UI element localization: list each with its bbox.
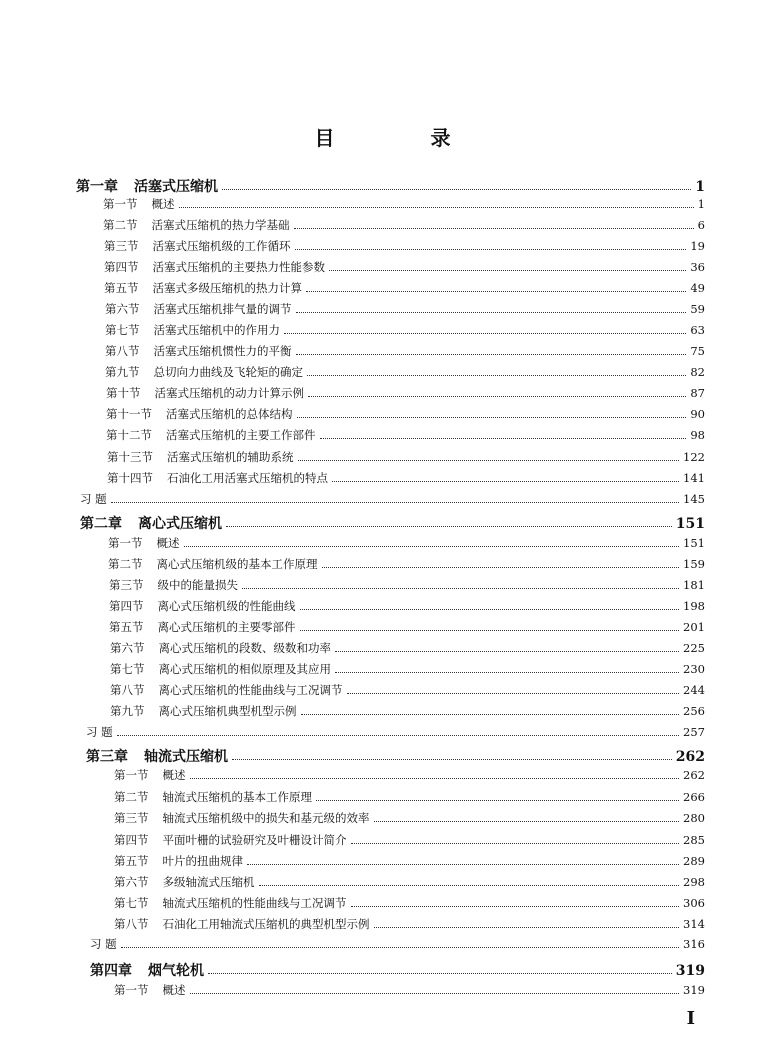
toc-entry-title: 离心式压缩机的主要零部件 xyxy=(157,620,296,634)
dot-leader xyxy=(294,228,694,229)
toc-entry-page: 145 xyxy=(683,492,705,506)
toc-entry-page: 314 xyxy=(683,917,705,931)
toc-entry-label: 第一节 xyxy=(108,536,143,550)
toc-entry-page: 1 xyxy=(695,179,705,195)
toc-entry-page: 298 xyxy=(683,875,705,889)
toc-section-row[interactable] xyxy=(114,767,705,783)
toc-exercise-row[interactable] xyxy=(90,936,705,952)
toc-entry-page: 319 xyxy=(675,963,705,979)
toc-entry-title: 级中的能量损失 xyxy=(157,578,238,592)
toc-entry-page: 159 xyxy=(683,557,705,571)
toc-section-row[interactable] xyxy=(106,427,705,443)
toc-entry-label: 习 题 xyxy=(90,937,117,951)
toc-entry-title: 活塞式压缩机的动力计算示例 xyxy=(154,386,304,400)
toc-entry-page: 256 xyxy=(683,704,705,718)
toc-entry-title: 轴流式压缩机的基本工作原理 xyxy=(162,790,312,804)
page-title: 目 录 xyxy=(314,126,489,150)
dot-leader xyxy=(308,396,686,397)
toc-section-row[interactable] xyxy=(104,280,705,296)
toc-chapter-row[interactable] xyxy=(86,746,705,766)
toc-entry-label: 第四节 xyxy=(114,833,149,847)
toc-entry-title: 多级轴流式压缩机 xyxy=(162,875,255,889)
toc-entry-title: 概述 xyxy=(162,983,186,997)
dot-leader xyxy=(298,460,680,461)
dot-leader xyxy=(316,800,679,801)
toc-entry-label: 第七节 xyxy=(114,896,149,910)
toc-entry-label: 第十三节 xyxy=(107,450,153,464)
toc-section-row[interactable] xyxy=(114,789,705,805)
toc-entry-title: 活塞式多级压缩机的热力计算 xyxy=(152,281,302,295)
toc-entry-page: 90 xyxy=(690,407,705,421)
toc-entry-label: 习 题 xyxy=(86,725,113,739)
toc-entry-title: 活塞式压缩机的热力学基础 xyxy=(151,218,290,232)
toc-section-row[interactable] xyxy=(114,874,705,890)
toc-entry-label: 第三节 xyxy=(114,811,149,825)
dot-leader xyxy=(296,312,687,313)
toc-entry-page: 285 xyxy=(683,833,705,847)
toc-entry-title: 活塞式压缩机排气量的调节 xyxy=(153,302,292,316)
toc-entry-title: 离心式压缩机级的性能曲线 xyxy=(157,599,296,613)
toc-section-row[interactable] xyxy=(108,535,705,551)
toc-entry-label: 第五节 xyxy=(114,854,149,868)
toc-entry-page: 6 xyxy=(697,218,705,232)
dot-leader xyxy=(111,502,679,503)
toc-entry-title: 叶片的扭曲规律 xyxy=(162,854,243,868)
toc-chapter-row[interactable] xyxy=(76,176,705,196)
toc-entry-label: 第五节 xyxy=(104,281,139,295)
dot-leader xyxy=(117,735,679,736)
dot-leader xyxy=(297,417,687,418)
toc-entry-title: 概述 xyxy=(156,536,180,550)
page-number: I xyxy=(686,1008,695,1029)
toc-chapter-row[interactable] xyxy=(80,513,705,533)
dot-leader xyxy=(329,270,686,271)
dot-leader xyxy=(259,885,680,886)
dot-leader xyxy=(300,630,680,631)
toc-entry-page: 262 xyxy=(683,768,705,782)
toc-section-row[interactable] xyxy=(106,406,705,422)
toc-entry-label: 第四章 xyxy=(90,963,132,979)
toc-entry-title: 活塞式压缩机惯性力的平衡 xyxy=(153,344,292,358)
toc-chapter-row[interactable] xyxy=(90,960,705,980)
toc-section-row[interactable] xyxy=(109,598,705,614)
toc-entry-title: 轴流式压缩机的性能曲线与工况调节 xyxy=(162,896,347,910)
toc-entry-title: 活塞式压缩机的总体结构 xyxy=(166,407,293,421)
toc-entry-title: 离心式压缩机级的基本工作原理 xyxy=(156,557,318,571)
toc-entry-title: 离心式压缩机 xyxy=(138,516,222,532)
toc-entry-label: 第十一节 xyxy=(106,407,152,421)
toc-section-row[interactable] xyxy=(110,640,705,656)
toc-entry-label: 第五节 xyxy=(109,620,144,634)
toc-entry-page: 262 xyxy=(675,749,705,765)
toc-entry-label: 第三章 xyxy=(86,749,128,765)
dot-leader xyxy=(332,481,679,482)
dot-leader xyxy=(301,714,680,715)
toc-section-row[interactable] xyxy=(114,895,705,911)
dot-leader xyxy=(184,546,680,547)
toc-entry-title: 概述 xyxy=(162,768,186,782)
toc-entry-page: 98 xyxy=(690,428,705,442)
toc-entry-page: 198 xyxy=(683,599,705,613)
toc-entry-title: 活塞式压缩机中的作用力 xyxy=(153,323,280,337)
toc-entry-label: 第八节 xyxy=(114,917,149,931)
toc-entry-page: 151 xyxy=(683,536,705,550)
toc-entry-title: 石油化工用轴流式压缩机的典型机型示例 xyxy=(162,917,370,931)
toc-section-row[interactable] xyxy=(104,238,705,254)
toc-section-row[interactable] xyxy=(105,322,705,338)
toc-entry-page: 87 xyxy=(690,386,705,400)
toc-section-row[interactable] xyxy=(114,810,705,826)
toc-entry-title: 活塞式压缩机的主要热力性能参数 xyxy=(152,260,325,274)
toc-section-row[interactable] xyxy=(110,661,705,677)
toc-entry-title: 总切向力曲线及飞轮矩的确定 xyxy=(153,365,303,379)
toc-entry-title: 活塞式压缩机的主要工作部件 xyxy=(166,428,316,442)
toc-section-row[interactable] xyxy=(107,470,705,486)
toc-entry-page: 75 xyxy=(690,344,705,358)
toc-entry-title: 离心式压缩机的相似原理及其应用 xyxy=(158,662,331,676)
toc-entry-page: 230 xyxy=(683,662,705,676)
toc-entry-label: 第四节 xyxy=(109,599,144,613)
toc-entry-label: 第六节 xyxy=(114,875,149,889)
toc-section-row[interactable] xyxy=(109,619,705,635)
dot-leader xyxy=(347,693,680,694)
toc-section-row[interactable] xyxy=(105,343,705,359)
dot-leader xyxy=(335,672,679,673)
toc-entry-label: 第七节 xyxy=(105,323,140,337)
toc-entry-page: 1 xyxy=(697,197,705,211)
toc-entry-title: 离心式压缩机的性能曲线与工况调节 xyxy=(158,683,343,697)
toc-entry-page: 19 xyxy=(690,239,705,253)
toc-entry-label: 第八节 xyxy=(110,683,145,697)
toc-section-row[interactable] xyxy=(110,703,705,719)
toc-entry-label: 第九节 xyxy=(105,365,140,379)
toc-entry-title: 概述 xyxy=(151,197,175,211)
toc-entry-label: 第一节 xyxy=(103,197,138,211)
dot-leader xyxy=(247,864,679,865)
toc-entry-page: 181 xyxy=(683,578,705,592)
toc-entry-label: 第十节 xyxy=(106,386,141,400)
toc-entry-page: 289 xyxy=(683,854,705,868)
toc-entry-label: 第二节 xyxy=(108,557,143,571)
toc-entry-page: 266 xyxy=(683,790,705,804)
toc-exercise-row[interactable] xyxy=(86,724,705,740)
dot-leader xyxy=(307,375,686,376)
toc-section-row[interactable] xyxy=(114,982,705,998)
toc-entry-page: 280 xyxy=(683,811,705,825)
dot-leader xyxy=(300,609,680,610)
toc-section-row[interactable] xyxy=(104,259,705,275)
toc-entry-title: 轴流式压缩机级中的损失和基元级的效率 xyxy=(162,811,370,825)
dot-leader xyxy=(351,843,680,844)
toc-section-row[interactable] xyxy=(114,832,705,848)
toc-section-row[interactable] xyxy=(109,577,705,593)
toc-entry-title: 烟气轮机 xyxy=(148,963,204,979)
toc-entry-label: 习 题 xyxy=(80,492,107,506)
toc-entry-title: 平面叶栅的试验研究及叶栅设计简介 xyxy=(162,833,347,847)
toc-section-row[interactable] xyxy=(105,301,705,317)
toc-section-row[interactable] xyxy=(103,217,705,233)
dot-leader xyxy=(335,651,679,652)
toc-entry-label: 第九节 xyxy=(110,704,145,718)
toc-entry-label: 第一节 xyxy=(114,983,149,997)
dot-leader xyxy=(242,588,679,589)
toc-entry-page: 244 xyxy=(683,683,705,697)
dot-leader xyxy=(190,778,680,779)
toc-entry-label: 第十二节 xyxy=(106,428,152,442)
toc-entry-label: 第七节 xyxy=(110,662,145,676)
toc-entry-page: 316 xyxy=(683,937,705,951)
toc-entry-title: 石油化工用活塞式压缩机的特点 xyxy=(167,471,328,485)
dot-leader xyxy=(320,438,687,439)
toc-entry-page: 63 xyxy=(690,323,705,337)
toc-entry-label: 第六节 xyxy=(110,641,145,655)
toc-section-row[interactable] xyxy=(107,449,705,465)
toc-entry-page: 151 xyxy=(675,516,705,532)
toc-entry-title: 离心式压缩机典型机型示例 xyxy=(158,704,297,718)
toc-entry-label: 第三节 xyxy=(104,239,139,253)
toc-entry-page: 82 xyxy=(690,365,705,379)
toc-entry-page: 49 xyxy=(690,281,705,295)
toc-entry-label: 第一章 xyxy=(76,179,118,195)
toc-section-row[interactable] xyxy=(114,916,705,932)
toc-section-row[interactable] xyxy=(108,556,705,572)
toc-exercise-row[interactable] xyxy=(80,491,705,507)
toc-entry-label: 第十四节 xyxy=(107,471,153,485)
toc-section-row[interactable] xyxy=(114,853,705,869)
dot-leader xyxy=(232,759,672,760)
dot-leader xyxy=(190,993,680,994)
toc-entry-page: 319 xyxy=(683,983,705,997)
dot-leader xyxy=(208,973,672,974)
toc-entry-page: 141 xyxy=(683,471,705,485)
dot-leader xyxy=(296,354,687,355)
dot-leader xyxy=(222,189,691,190)
dot-leader xyxy=(121,947,679,948)
toc-entry-label: 第六节 xyxy=(105,302,140,316)
toc-entry-page: 201 xyxy=(683,620,705,634)
toc-entry-page: 225 xyxy=(683,641,705,655)
toc-entry-label: 第三节 xyxy=(109,578,144,592)
toc-entry-label: 第一节 xyxy=(114,768,149,782)
toc-entry-label: 第二章 xyxy=(80,516,122,532)
dot-leader xyxy=(322,567,680,568)
toc-entry-page: 59 xyxy=(690,302,705,316)
dot-leader xyxy=(295,249,687,250)
toc-entry-page: 257 xyxy=(683,725,705,739)
toc-entry-label: 第八节 xyxy=(105,344,140,358)
toc-section-row[interactable] xyxy=(106,385,705,401)
toc-section-row[interactable] xyxy=(105,364,705,380)
dot-leader xyxy=(284,333,686,334)
toc-entry-title: 轴流式压缩机 xyxy=(144,749,228,765)
dot-leader xyxy=(226,526,672,527)
toc-entry-page: 122 xyxy=(683,450,705,464)
toc-section-row[interactable] xyxy=(103,196,705,212)
dot-leader xyxy=(374,927,680,928)
toc-entry-page: 306 xyxy=(683,896,705,910)
dot-leader xyxy=(374,821,680,822)
toc-entry-title: 离心式压缩机的段数、级数和功率 xyxy=(158,641,331,655)
toc-entry-label: 第二节 xyxy=(114,790,149,804)
toc-entry-page: 36 xyxy=(690,260,705,274)
dot-leader xyxy=(306,291,686,292)
toc-entry-title: 活塞式压缩机 xyxy=(134,179,218,195)
toc-section-row[interactable] xyxy=(110,682,705,698)
dot-leader xyxy=(351,906,680,907)
toc-entry-label: 第二节 xyxy=(103,218,138,232)
dot-leader xyxy=(179,207,694,208)
toc-entry-title: 活塞式压缩机级的工作循环 xyxy=(152,239,291,253)
toc-entry-title: 活塞式压缩机的辅助系统 xyxy=(167,450,294,464)
toc-entry-label: 第四节 xyxy=(104,260,139,274)
